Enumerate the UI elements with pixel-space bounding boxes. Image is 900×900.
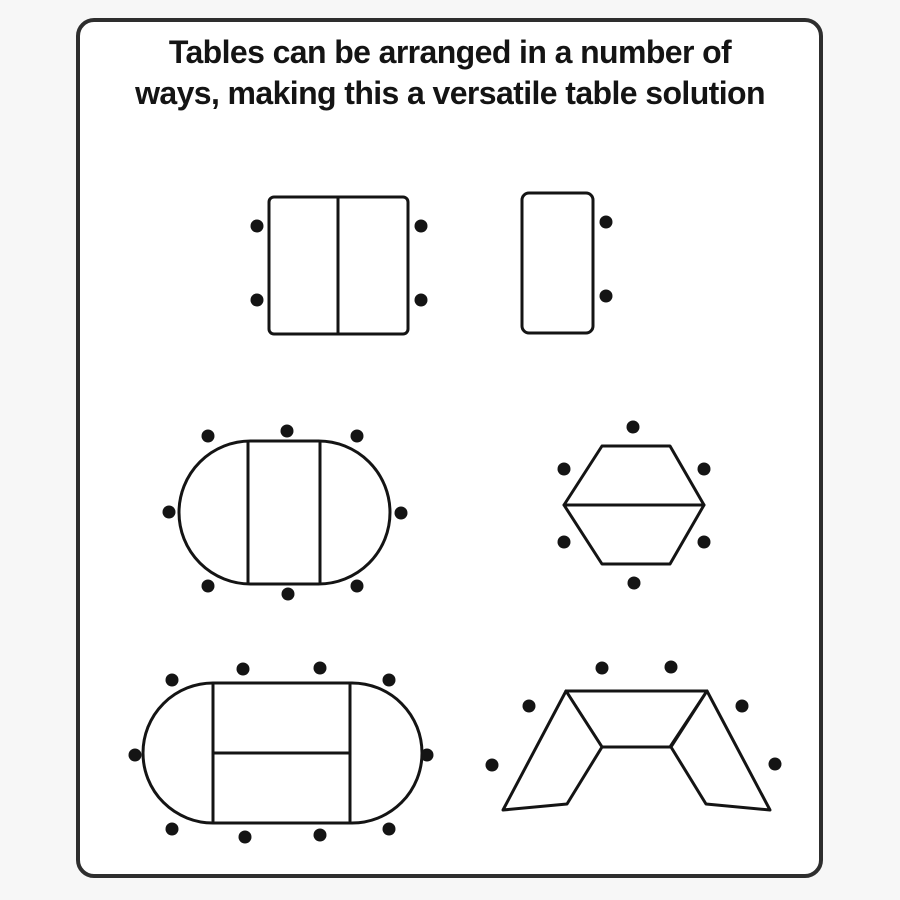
caption-line-1: Tables can be arranged in a number of: [168, 34, 732, 70]
caption-line-2: ways, making this a versatile table solution: [135, 75, 765, 111]
caption: [0, 32, 900, 114]
illustration-card: [76, 18, 823, 878]
